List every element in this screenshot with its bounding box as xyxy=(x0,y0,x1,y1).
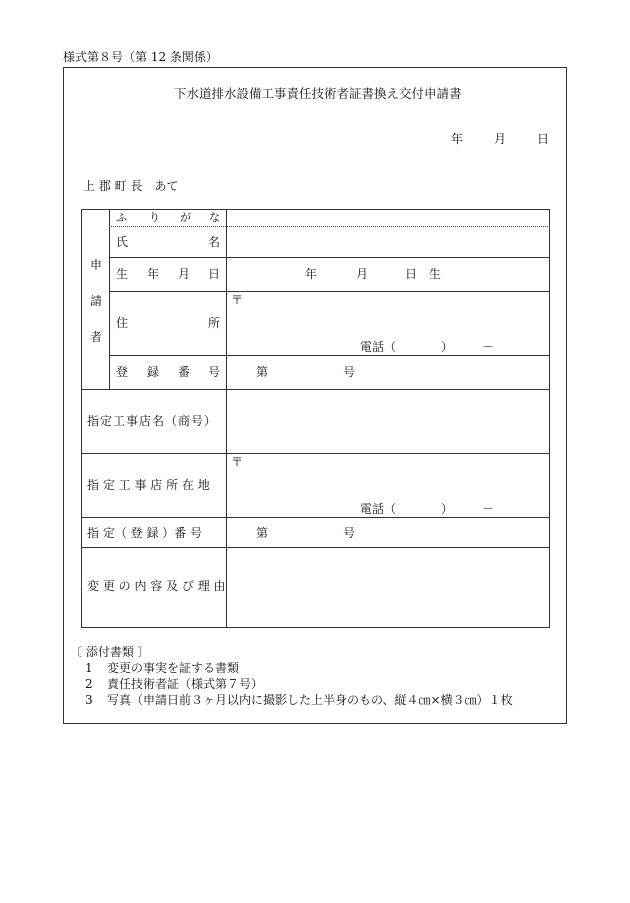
shop-address-label: 指 定 工 事 店 所 在 地 xyxy=(87,478,210,492)
registration-label-4: 号 xyxy=(208,365,221,379)
shop-name-label: 指定工事店名（商号） xyxy=(87,414,218,428)
phone-label: 電話（ xyxy=(360,340,397,354)
change-reason-label: 変 更 の 内 容 及 び 理 由 xyxy=(87,579,226,593)
designation-dai: 第 xyxy=(256,526,269,540)
shop-name-field[interactable] xyxy=(228,391,548,451)
applicant-label-3: 者 xyxy=(90,330,103,344)
attachment-text-3: 写真（申請日前３ヶ月以内に撮影した上半身のもの、縦４㎝×横３㎝）１枚 xyxy=(107,693,513,707)
address-label-1: 住 xyxy=(116,316,129,330)
date-year: 年 xyxy=(451,132,464,146)
date-day: 日 xyxy=(537,132,550,146)
attachment-text-2: 責任技術者証（様式第７号） xyxy=(107,677,264,691)
shop-phone-close: ） xyxy=(441,502,454,516)
registration-dai: 第 xyxy=(256,365,269,379)
attachment-num-1: 1 xyxy=(85,661,93,675)
shop-address-field[interactable] xyxy=(228,455,548,499)
addressee: 上 郡 町 長 あて xyxy=(83,179,179,193)
shop-phone-dash: － xyxy=(482,502,495,516)
shop-phone-label: 電話（ xyxy=(360,502,397,516)
birth-month: 月 xyxy=(356,267,369,281)
registration-label-3: 番 xyxy=(178,365,191,379)
birth-label-2: 年 xyxy=(147,267,160,281)
applicant-label-2: 請 xyxy=(90,294,103,308)
birth-label-1: 生 xyxy=(116,267,129,281)
date-month: 月 xyxy=(494,132,507,146)
attachments-heading: 〔 添付書類 〕 xyxy=(70,645,150,659)
attachment-num-2: 2 xyxy=(85,677,93,691)
form-title: 下水道排水設備工事責任技術者証書換え交付申請書 xyxy=(174,86,462,101)
furigana-label-1: ふ xyxy=(116,211,127,224)
registration-label-1: 登 xyxy=(116,365,129,379)
address-field[interactable] xyxy=(228,293,548,337)
furigana-label-4: な xyxy=(209,211,220,224)
registration-go: 号 xyxy=(343,365,356,379)
form-number: 様式第８号（第 12 条関係） xyxy=(63,50,218,64)
name-field[interactable] xyxy=(228,228,548,256)
address-label-2: 所 xyxy=(208,316,221,330)
birth-label-3: 月 xyxy=(178,267,191,281)
phone-dash: － xyxy=(482,340,495,354)
birth-label-4: 日 xyxy=(208,267,221,281)
postal-mark: 〒 xyxy=(231,293,244,307)
shop-postal-mark: 〒 xyxy=(231,455,244,469)
name-label-2: 名 xyxy=(208,235,221,249)
furigana-label-2: り xyxy=(149,211,160,224)
attachment-text-1: 変更の事実を証する書類 xyxy=(107,661,240,675)
furigana-field[interactable] xyxy=(228,211,548,225)
attachment-num-3: 3 xyxy=(85,693,93,707)
furigana-label-3: が xyxy=(180,211,191,224)
name-label-1: 氏 xyxy=(116,235,129,249)
designation-label: 指 定（ 登 録 ）番 号 xyxy=(87,526,203,540)
birth-day-suffix: 日 生 xyxy=(405,267,441,281)
applicant-label-1: 申 xyxy=(90,258,103,272)
change-reason-field[interactable] xyxy=(228,549,548,626)
birth-year: 年 xyxy=(305,267,318,281)
phone-close: ） xyxy=(441,340,454,354)
registration-label-2: 録 xyxy=(147,365,160,379)
designation-go: 号 xyxy=(343,526,356,540)
